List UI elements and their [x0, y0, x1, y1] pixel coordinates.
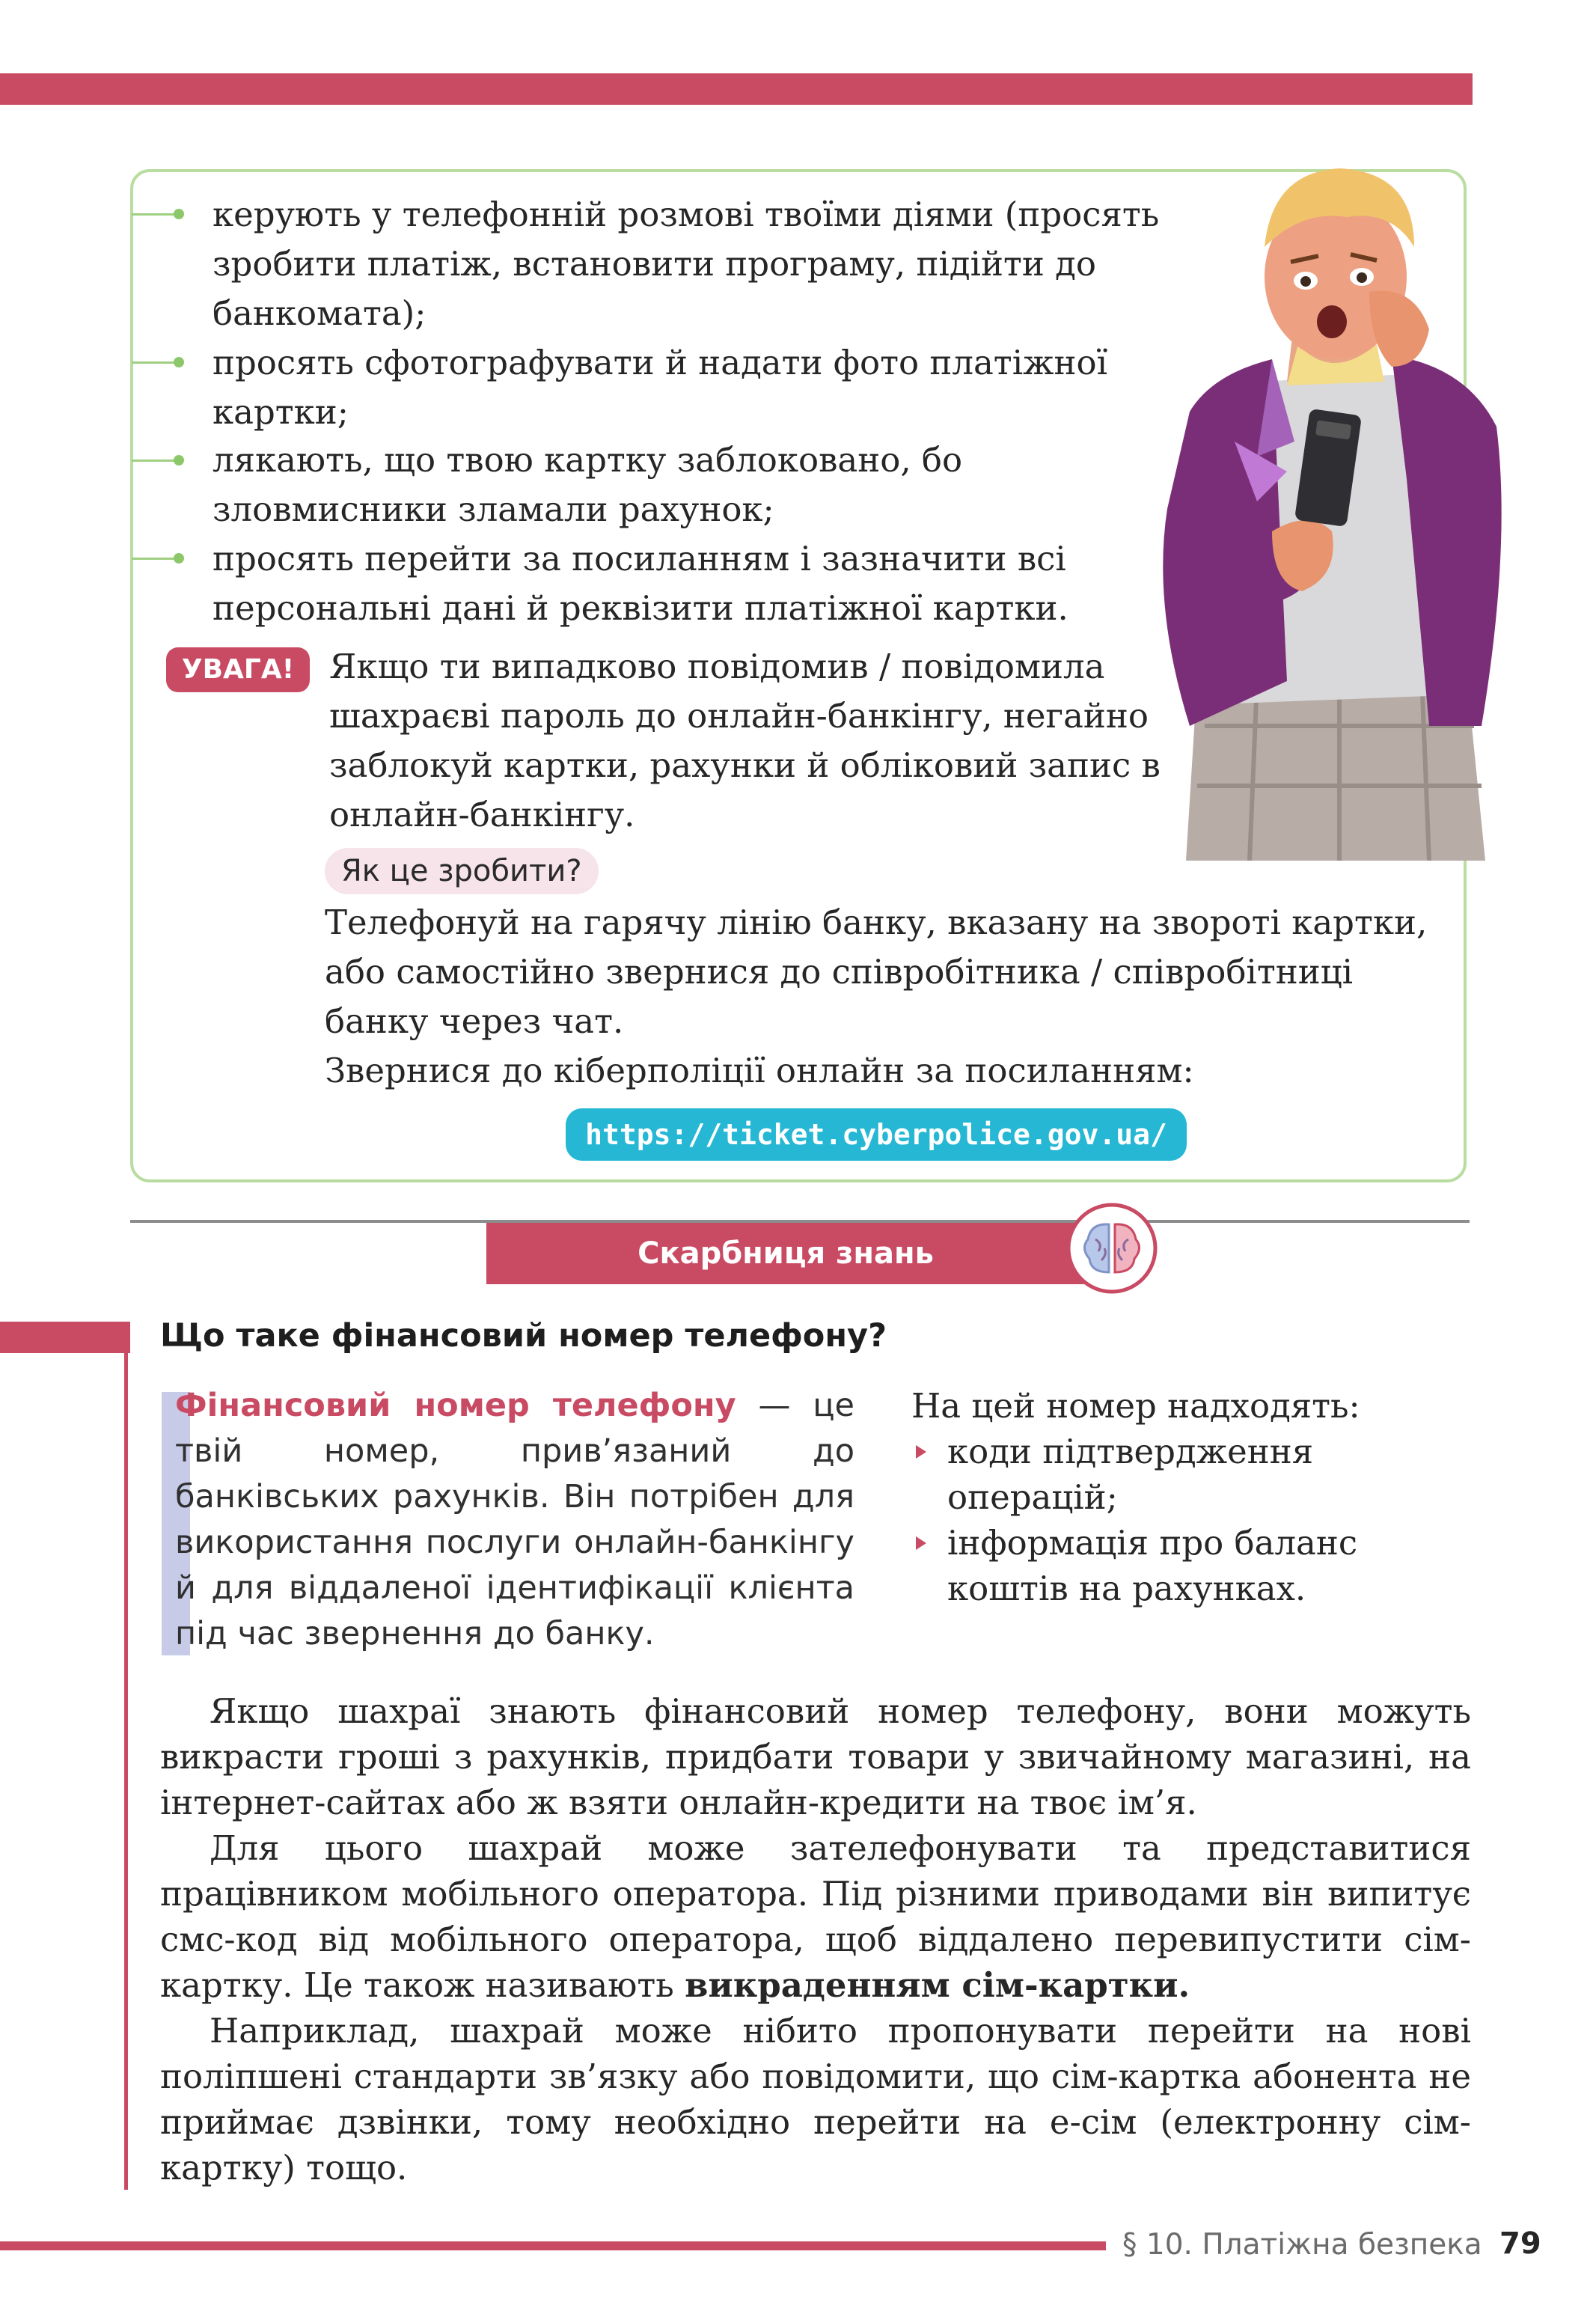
triangle-bullet-icon — [916, 1536, 926, 1550]
cyberpolice-instruction: Звернися до кіберполіції онлайн за посиланням: — [325, 1051, 1194, 1090]
definition-body: — це твій номер, прив’язаний до банківських рахунків. Він потрібен для використання послуги онлайн-банкінгу й для віддаленої ідентифікації клієнта під час звернення до банку. — [175, 1387, 855, 1652]
list-intro: На цей номер надходять: — [911, 1386, 1360, 1426]
sim-swap-term: викраденням сім-картки. — [685, 1965, 1190, 2005]
bullet-connector — [132, 213, 178, 216]
paragraph: Якщо шахраї знають фінансовий номер телефону, вони можуть викрасти гроші з рахунків, придбати товари у звичайному магазині, на інтернет-сайтах або ж взяти онлайн-кредити на твоє ім’я. — [160, 1691, 1471, 1822]
cyberpolice-link[interactable]: https://ticket.cyberpolice.gov.ua/ — [566, 1108, 1187, 1161]
bullet-dot-icon — [174, 209, 184, 219]
bullet-connector — [132, 361, 178, 364]
paragraph: Для цього шахрай може зателефонувати та представитися працівником мобільного оператора. Під різними приводами він випитує смс-код від мобільного оператора, щоб віддалено перевипустити сім-картку. Це також називають викраденням сім-картки. — [160, 1828, 1471, 2005]
main-body-text — [160, 1688, 1471, 2191]
definition-term: Фінансовий номер телефону — [175, 1387, 736, 1424]
bullet-item: просять сфотографувати й надати фото платіжної картки; — [213, 343, 1107, 432]
left-accent-bar — [0, 1322, 130, 1353]
bullet-item: керують у телефонній розмові твоїми діями (просять зробити платіж, встановити програму, підійти до банкомата); — [213, 195, 1160, 333]
warning-text: Якщо ти випадково повідомив / повідомила шахраєві пароль до онлайн-банкінгу, негайно заблокуй картки, рахунки й обліковий запис в онлайн-банкінгу. — [329, 647, 1161, 834]
incoming-info-list — [911, 1383, 1473, 1611]
bullet-dot-icon — [174, 455, 184, 465]
brain-icon — [1065, 1202, 1158, 1295]
triangle-bullet-icon — [916, 1445, 926, 1459]
bullet-item: лякають, що твою картку заблоковано, бо зловмисники зламали рахунок; — [213, 440, 963, 529]
bullet-dot-icon — [174, 553, 184, 564]
warning-badge: УВАГА! — [166, 647, 310, 692]
bullet-connector — [132, 460, 178, 462]
bullet-item: просять перейти за посиланням і зазначити всі персональні дані й реквізити платіжної картки. — [213, 539, 1068, 628]
bullet-dot-icon — [174, 357, 184, 367]
list-item: інформація про баланс коштів на рахунках. — [911, 1520, 1473, 1611]
knowledge-title: Скарбниця знань — [486, 1223, 1085, 1284]
howto-label: Як це зробити? — [325, 848, 599, 894]
shocked-person-illustration — [1145, 157, 1519, 861]
paragraph: Наприклад, шахрай може нібито пропонувати перейти на нові поліпшені стандарти зв’язку або повідомити, що сім-картка абонента не приймає дзвінки, тому необхідно перейти на е-сім (електронну сім-картку) тощо. — [160, 2011, 1471, 2188]
howto-answer — [325, 898, 1440, 1096]
footer-bar — [0, 2241, 1106, 2250]
hotline-instruction: Телефонуй на гарячу лінію банку, вказану на звороті картки, або самостійно звернися до співробітника / співробітниці банку через чат. — [325, 903, 1428, 1041]
list-item: коди підтвердження операцій; — [911, 1429, 1473, 1520]
page-number: 79 — [1499, 2226, 1541, 2261]
top-decor-bar — [0, 73, 1473, 105]
definition-text — [175, 1383, 854, 1657]
footer-section: § 10. Платіжна безпека — [1122, 2228, 1482, 2262]
bullet-connector — [132, 558, 178, 560]
knowledge-question: Що таке фінансовий номер телефону? — [160, 1317, 887, 1355]
left-accent-line — [124, 1322, 128, 2190]
